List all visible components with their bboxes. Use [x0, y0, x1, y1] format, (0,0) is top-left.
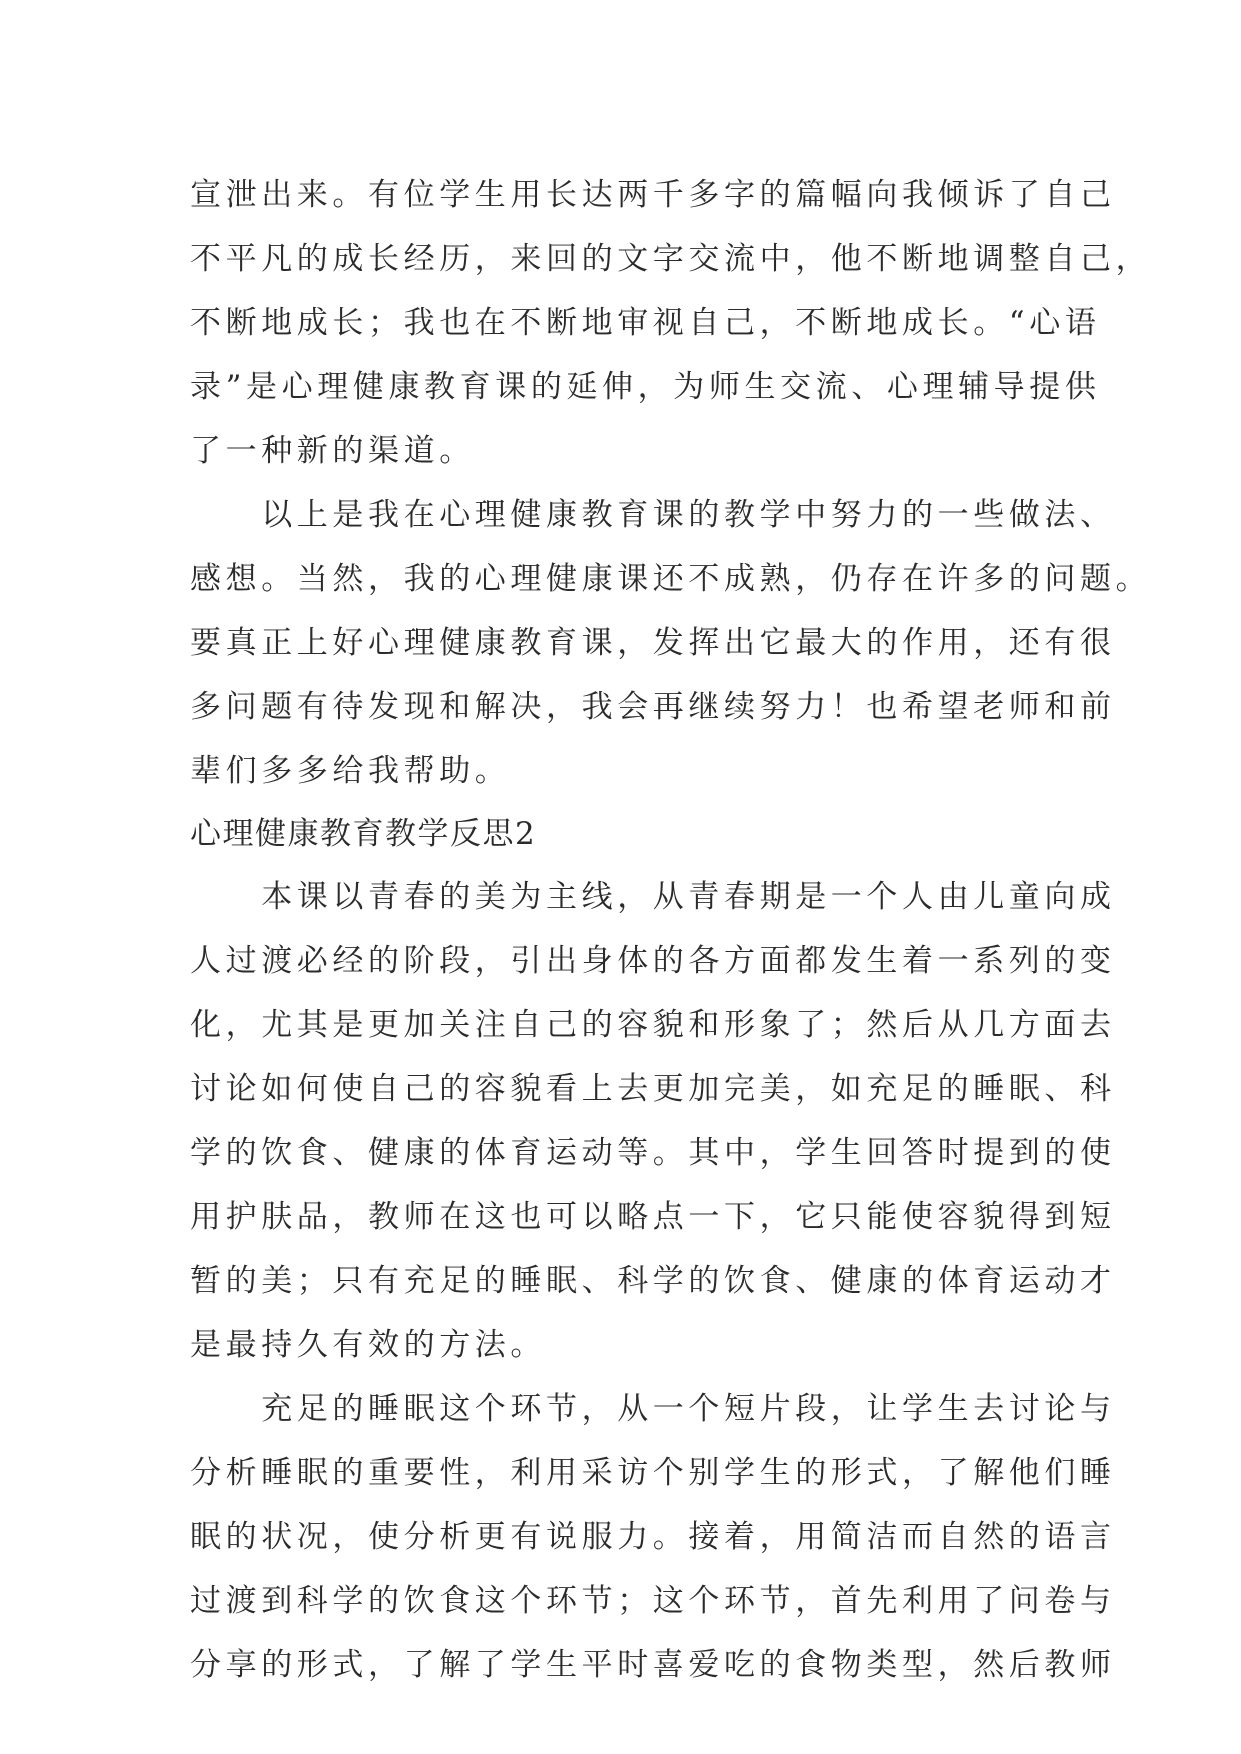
text-line: 学的饮食、健康的体育运动等。其中，学生回答时提到的使 [190, 1135, 1116, 1171]
text-line: 过渡到科学的饮食这个环节；这个环节，首先利用了问卷与 [190, 1583, 1116, 1619]
text-line: 多问题有待发现和解决，我会再继续努力！也希望老师和前 [190, 689, 1116, 725]
document-body [190, 163, 1152, 1697]
paragraph-4 [190, 1377, 1116, 1697]
text-line: 分享的形式，了解了学生平时喜爱吃的食物类型，然后教师 [190, 1647, 1116, 1683]
text-line: 充足的睡眠这个环节，从一个短片段，让学生去讨论与 [190, 1391, 1116, 1427]
text-line: 讨论如何使自己的容貌看上去更加完美，如充足的睡眠、科 [190, 1071, 1116, 1107]
text-line: 录”是心理健康教育课的延伸，为师生交流、心理辅导提供 [190, 369, 1101, 405]
text-line: 辈们多多给我帮助。 [190, 753, 511, 789]
text-line: 宣泄出来。有位学生用长达两千多字的篇幅向我倾诉了自己 [190, 177, 1116, 213]
text-line: 以上是我在心理健康教育课的教学中努力的一些做法、 [190, 497, 1116, 533]
section-heading: 心理健康教育教学反思2 [190, 816, 537, 852]
text-line: 化，尤其是更加关注自己的容貌和形象了；然后从几方面去 [190, 1007, 1116, 1043]
text-line: 人过渡必经的阶段，引出身体的各方面都发生着一系列的变 [190, 943, 1116, 979]
text-line: 分析睡眠的重要性，利用采访个别学生的形式，了解他们睡 [190, 1455, 1116, 1491]
text-line: 是最持久有效的方法。 [190, 1327, 546, 1363]
paragraph-1 [190, 163, 1152, 483]
text-line: 眠的状况，使分析更有说服力。接着，用简洁而自然的语言 [190, 1519, 1116, 1555]
text-line: 了一种新的渠道。 [190, 433, 475, 469]
paragraph-3 [190, 865, 1116, 1377]
text-line: 用护肤品，教师在这也可以略点一下，它只能使容貌得到短 [190, 1199, 1116, 1235]
text-line: 不平凡的成长经历，来回的文字交流中，他不断地调整自己， [190, 241, 1152, 277]
text-line: 要真正上好心理健康教育课，发挥出它最大的作用，还有很 [190, 625, 1116, 661]
text-line: 感想。当然，我的心理健康课还不成熟，仍存在许多的问题。 [190, 561, 1152, 597]
text-line: 本课以青春的美为主线，从青春期是一个人由儿童向成 [190, 879, 1116, 915]
text-line: 暂的美；只有充足的睡眠、科学的饮食、健康的体育运动才 [190, 1263, 1116, 1299]
text-line: 不断地成长；我也在不断地审视自己，不断地成长。“心语 [190, 305, 1101, 341]
paragraph-2 [190, 483, 1152, 803]
